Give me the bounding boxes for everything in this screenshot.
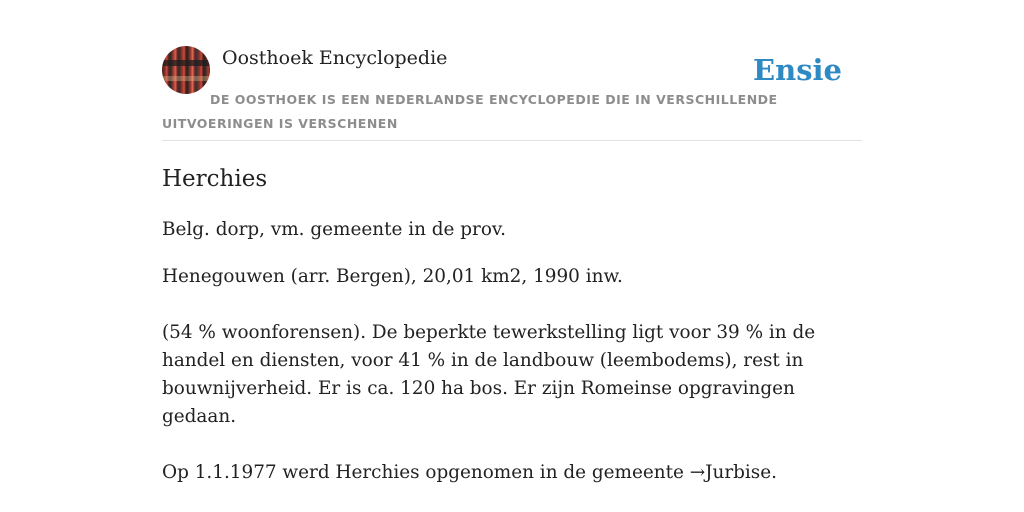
site-header — [162, 46, 862, 141]
entry-title: Herchies — [162, 166, 268, 192]
site-tagline: DE OOSTHOEK IS EEN NEDERLANDSE ENCYCLOPEDIE DIE IN VERSCHILLENDE UITVOERINGEN IS VERSCHENEN — [162, 92, 778, 131]
entry-paragraph: (54 % woonforensen). De beperkte tewerkstelling ligt voor 39 % in de handel en diensten, voor 41 % in de landbouw (leembodems), rest in bouwnijverheid. Er is ca. 120 ha bos. Er zijn Romeinse opgravingen gedaan. — [162, 322, 816, 427]
paragraph-text: Op 1.1.1977 werd Herchies opgenomen in de gemeente — [162, 462, 690, 483]
paragraph-text: . — [771, 462, 777, 483]
entry-content — [162, 160, 862, 487]
site-title[interactable]: Oosthoek Encyclopedie — [222, 47, 448, 69]
entry-paragraph: Henegouwen (arr. Bergen), 20,01 km2, 1990 inw. — [162, 266, 623, 287]
entry-paragraph: Belg. dorp, vm. gemeente in de prov. — [162, 219, 506, 240]
jurbise-link[interactable]: →Jurbise — [689, 462, 772, 483]
book-spines-icon[interactable] — [162, 46, 210, 94]
ensie-logo-link[interactable]: Ensie — [753, 53, 842, 87]
entry-paragraph — [162, 459, 862, 487]
